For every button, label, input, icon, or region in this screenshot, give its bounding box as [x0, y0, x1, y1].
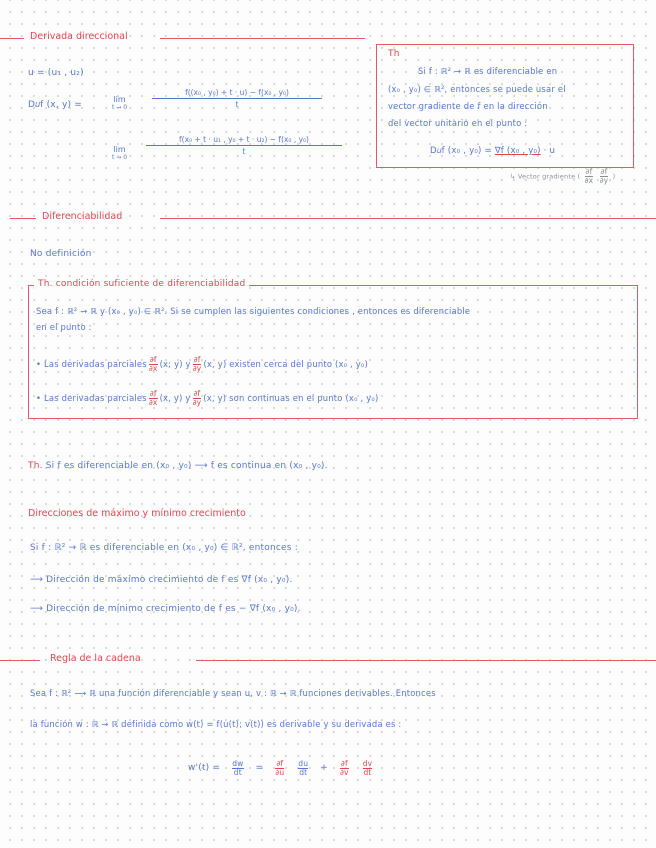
theorem-sufficient-line-1: Sea f : ℝ² → ℝ y (x₀ , y₀) ∈ ℝ². Si se cumplen las siguientes condiciones , entonces es diferenciable: [36, 306, 471, 316]
theorem-text-line-4: del vector unitario en el punto :: [388, 118, 528, 128]
section-rule-left: [10, 218, 36, 219]
note-fraction-dfdy: $\frac{\partial f}{\partial y}$: [599, 167, 609, 185]
directions-max: ⟶ Dirección de máximo crecimiento de f es ∇f (x₀ , y₀).: [30, 575, 293, 585]
limit-1: lim t → 0: [112, 95, 128, 111]
section-rule-left: [0, 38, 24, 39]
theorem-formula: D𝑢f (x₀ , y₀) = ∇f (x₀ , y₀) · u: [430, 146, 556, 156]
fraction-du-dt: du dt: [298, 759, 309, 777]
unit-vector-definition: u = (u₁ , u₂): [28, 68, 84, 78]
theorem-sufficient-title: Th. condición suficiente de diferenciabilidad: [34, 279, 249, 289]
fraction-df-dx: ∂f ∂x: [148, 389, 158, 407]
limit-2: lim t → 0: [112, 145, 128, 161]
condition-bullet-1: • Las derivadas parciales ∂f ∂x (x; y) y ∂f ∂y (x, y) existen cerca del punto (x₀ , y₀): [36, 355, 368, 373]
gradient-underlined: ∇f (x₀ , y₀): [494, 146, 541, 156]
section-title-diferenciabilidad: Diferenciabilidad: [42, 211, 123, 222]
gradient-note: ↳ Vector gradiente ( $\frac{\partial f}{\partial x}$ $\frac{\partial f}{\partial y}$ ): [510, 167, 616, 185]
section-rule-left: [0, 660, 40, 661]
fraction-df-dx: ∂f ∂x: [148, 355, 158, 373]
directions-line-1: Si f : ℝ² → ℝ es diferenciable en (x₀ , y₀) ∈ ℝ², entonces :: [30, 543, 298, 553]
directional-derivative-lhs: D𝑢f (x, y) =: [28, 100, 82, 110]
fraction-dw-dt: dw dt: [232, 759, 244, 777]
fraction-df-dv: ∂f ∂v: [339, 759, 349, 777]
theorem-text-line-3: vector gradiente de f en la dirección: [388, 101, 548, 111]
fraction-df-dy: ∂f ∂y: [192, 389, 202, 407]
fraction-df-du: ∂f ∂u: [275, 759, 285, 777]
theorem-text-line-1: Si f : ℝ² → ℝ es diferenciable en: [418, 66, 558, 76]
theorem-box-top-rule: [396, 44, 397, 45]
section-rule-right: [196, 660, 656, 661]
note-fraction-dfdx: $\frac{\partial f}{\partial x}$: [584, 167, 594, 185]
section-title-direcciones: Direcciones de máximo y mínimo crecimiento: [28, 508, 246, 519]
chain-rule-formula: w'(t) = dw dt = ∂f ∂u du dt + ∂f ∂v dv dt: [188, 759, 373, 777]
section-rule-right: [160, 218, 656, 219]
chain-rule-line-2: la función w : ℝ → ℝ definida como w(t) = f(u(t); v(t)) es derivable y su derivada es :: [30, 719, 402, 729]
fraction-definition-2: f(x₀ + t · u₁ , y₀ + t · u₂) − f(x₀ , y₀) t: [179, 135, 309, 156]
directions-min: ⟶ Dirección de mínimo crecimiento de f es − ∇f (x₀ , y₀).: [30, 604, 301, 614]
condition-bullet-2: • Las derivadas parciales ∂f ∂x (x, y) y ∂f ∂y (x, y) son continuas en el punto (x₀ , y₀): [36, 389, 379, 407]
section-title-derivada-direccional: Derivada direccional: [30, 31, 128, 42]
theorem-label: Th: [388, 49, 400, 59]
theorem-text-line-2: (x₀ , y₀) ∈ ℝ², entonces se puede usar el: [388, 84, 566, 94]
section-title-regla-cadena: Regla de la cadena: [50, 653, 141, 664]
fraction-df-dy: ∂f ∂y: [192, 355, 202, 373]
fraction-dv-dt: dv dt: [362, 759, 373, 777]
fraction-definition-1: f((x₀ , y₀) + t · u) − f(x₀ , y₀) t: [185, 88, 289, 109]
section-rule-right: [160, 38, 365, 39]
theorem-continuity: Th. Si f es diferenciable en (x₀ , y₀) ⟶ f es continua en (x₀ , y₀).: [28, 461, 328, 471]
chain-rule-line-1: Sea f : ℝ² ⟶ ℝ una función diferenciable y sean u, v : ℝ → ℝ funciones derivables. Entonces: [30, 688, 436, 698]
no-definition-text: No definición: [30, 249, 92, 259]
theorem-sufficient-line-2: en el punto :: [36, 322, 92, 332]
